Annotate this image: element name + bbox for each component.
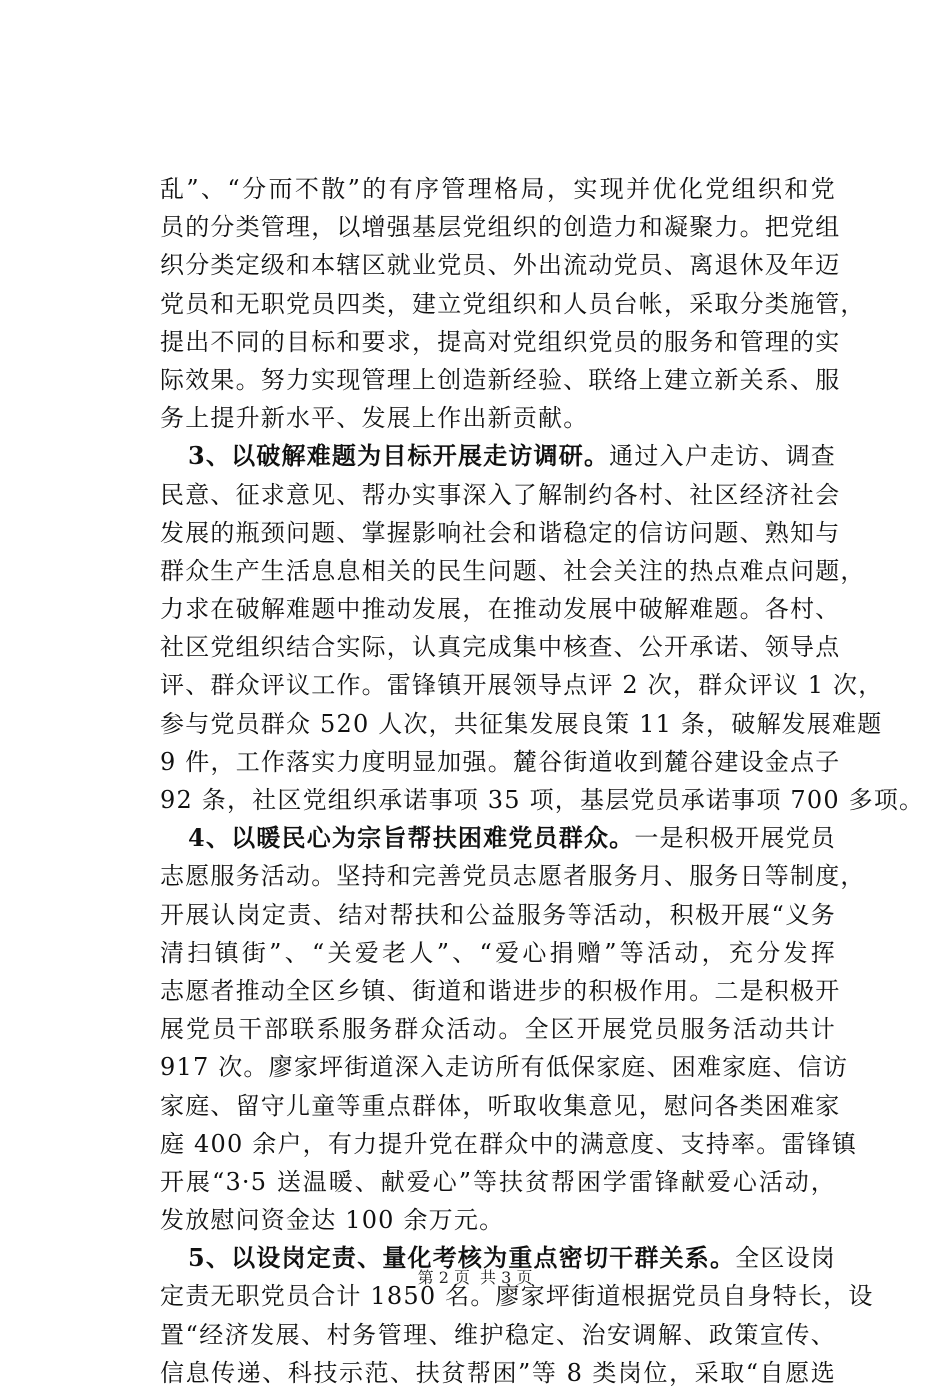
section-heading: 4、以暖民心为宗旨帮扶困难党员群众。 xyxy=(188,823,635,853)
text-line: 际效果。努力实现管理上创造新经验、联络上建立新关系、服 xyxy=(160,365,841,394)
paragraph-section-5 xyxy=(160,1239,874,1392)
text-line: 家庭、留守儿童等重点群体，听取收集意见，慰问各类困难家 xyxy=(160,1091,841,1120)
document-body xyxy=(160,170,925,1392)
text-line: 92 条，社区党组织承诺事项 35 项，基层党员承诺事项 700 多项。 xyxy=(160,786,925,814)
text-line: 信息传递、科技示范、扶贫帮困”等 8 类岗位，采取“自愿选 xyxy=(160,1358,836,1387)
text-line: 员的分类管理，以增强基层党组织的创造力和凝聚力。把党组 xyxy=(160,213,841,242)
paragraph-continuation xyxy=(160,170,866,437)
text-line: 织分类定级和本辖区就业党员、外出流动党员、离退休及年迈 xyxy=(160,251,841,280)
text-line: 乱”、“分而不散”的有序管理格局，实现并优化党组织和党 xyxy=(160,175,836,203)
text-line: 清扫镇街”、“关爱老人”、“爱心捐赠”等活动，充分发挥 xyxy=(160,938,836,967)
text-line-first xyxy=(160,819,836,857)
text-line: 党员和无职党员四类，建立党组织和人员台帐，采取分类施管， xyxy=(160,289,866,318)
text-line: 917 次。廖家坪街道深入走访所有低保家庭、困难家庭、信访 xyxy=(160,1053,849,1082)
text-line: 力求在破解难题中推动发展，在推动发展中破解难题。各村、 xyxy=(160,595,841,624)
text-line: 群众生产生活息息相关的民生问题、社会关注的热点难点问题， xyxy=(160,556,866,585)
page-footer xyxy=(0,1268,950,1288)
text-line: 9 件，工作落实力度明显加强。麓谷街道收到麓谷建设金点子 xyxy=(160,747,841,776)
text-line: 参与党员群众 520 人次，共征集发展良策 11 条，破解发展难题 xyxy=(160,709,883,738)
text-line: 志愿服务活动。坚持和完善党员志愿者服务月、服务日等制度， xyxy=(160,862,866,891)
paragraph-section-3 xyxy=(160,437,925,819)
text-line: 发放慰问资金达 100 余万元。 xyxy=(160,1206,505,1235)
section-heading: 3、以破解难题为目标开展走访调研。 xyxy=(188,441,610,471)
text-line: 开展认岗定责、结对帮扶和公益服务等活动，积极开展“义务 xyxy=(160,900,836,929)
text-line: 社区党组织结合实际，认真完成集中核查、公开承诺、领导点 xyxy=(160,633,841,662)
text-line: 提出不同的目标和要求，提高对党组织党员的服务和管理的实 xyxy=(160,327,841,356)
text-line: 务上提升新水平、发展上作出新贡献。 xyxy=(160,404,589,433)
text-line-first xyxy=(160,437,836,475)
text-run: 通过入户走访、调查 xyxy=(609,442,836,471)
text-line: 定责无职党员合计 1850 名。廖家坪街道根据党员自身特长，设 xyxy=(160,1282,874,1311)
page-number: 第 2 页 xyxy=(417,1268,470,1287)
text-line: 置“经济发展、村务管理、维护稳定、治安调解、政策宣传、 xyxy=(160,1320,836,1349)
text-line: 民意、征求意见、帮办实事深入了解制约各村、社区经济社会 xyxy=(160,480,841,509)
text-line: 评、群众评议工作。雷锋镇开展领导点评 2 次，群众评议 1 次， xyxy=(160,671,884,700)
paragraph-section-4 xyxy=(160,819,866,1239)
text-line: 庭 400 余户，有力提升党在群众中的满意度、支持率。雷锋镇 xyxy=(160,1129,858,1158)
text-line: 发展的瓶颈问题、掌握影响社会和谐稳定的信访问题、熟知与 xyxy=(160,518,841,547)
text-run: 全区设岗 xyxy=(735,1244,836,1273)
text-line: 展党员干部联系服务群众活动。全区开展党员服务活动共计 xyxy=(160,1015,836,1044)
text-line: 志愿者推动全区乡镇、街道和谐进步的积极作用。二是积极开 xyxy=(160,976,841,1005)
page-total: 共 3 页 xyxy=(480,1268,533,1287)
text-run: 一是积极开展党员 xyxy=(634,824,836,853)
text-line: 开展“3·5 送温暖、献爱心”等扶贫帮困学雷锋献爱心活动， xyxy=(160,1167,836,1196)
section-heading: 5、以设岗定责、量化考核为重点密切干群关系。 xyxy=(188,1243,736,1273)
